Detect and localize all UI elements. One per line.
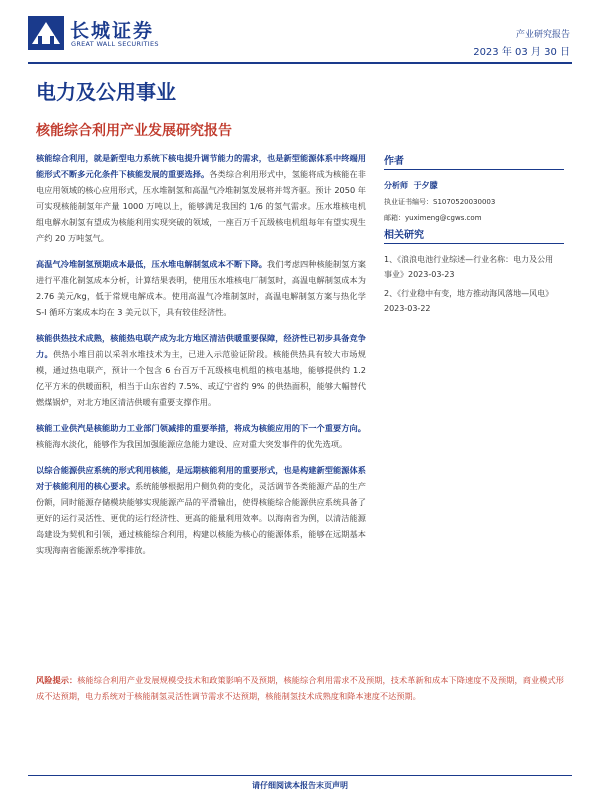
cert-label: 执业证书编号： [384,198,433,206]
paragraph-lead: 核能工业供汽是核能助力工业部门领减排的重要举措，将成为核能应用的下一个重要方向。 [36,423,366,433]
paragraph-lead: 高温气冷堆制氢预期成本最低，压水堆电解制氢成本不断下降。 [36,259,268,269]
footer-divider [28,775,572,776]
author-section [384,152,564,223]
author-section-title: 作者 [384,152,564,170]
paragraph [36,256,366,320]
company-name-en: GREAT WALL SECURITIES [71,40,159,48]
paragraph-lead: 核能供热技术成熟，核能热电联产成为北方地区清洁供暖重要保障，经济性已初步具备竞争力。 [36,333,366,359]
report-type: 产业研究报告 [515,30,570,40]
related-section-title: 相关研究 [384,226,564,244]
risk-text: 核能综合利用产业发展规模受技术和政策影响不及预期，核能综合利用需求不及预期，技术革新和成本下降速度不及预期，商业模式形成不达预期，电力系统对于核能制氢灵活性调节需求不达预期，核能制氢技术成熟度和降本速度不达预期。 [36,675,564,701]
paragraph-body: 供热小堆目前以采취水堆技术为主，已进入示范验证阶段。核能供热具有较大市场规模，通过热电联产，预计一个包含 6 台百万千瓦级核电机组的核电基地，能够提供约 1.2 亿平方米的供暖面积，相当于山东省约 7.5%、或辽宁省约 9% 的供热面积，能够大幅替代燃煤锅炉，对北方地区清洁供暖有重要支撑作用。 [36,349,366,407]
risk-warning [36,672,564,704]
paragraph-lead: 以综合能源供应系统的形式利用核能，是远期核能利用的重要形式，也是构建新型能源体系对于核能利用的核心要求。 [36,465,366,491]
analyst-name: 于夕朦 [413,181,438,190]
analyst-label: 分析师 [384,181,408,190]
related-item[interactable]: 1、《浪浪电池行业综述—行业名称：电力及公用事业》2023-03-23 [384,255,554,279]
header-divider [28,62,572,64]
risk-label: 风险提示： [36,675,78,685]
paragraph [36,462,366,558]
cert-line [384,197,564,207]
paragraph-lead: 核能综合利用，就是新型电力系统下核电提升调节能力的需求，也是新型能源体系中终端用能形式不断多元化条件下核能发展的重要选择。 [36,153,366,179]
footer-disclaimer: 请仔细阅读本报告末页声明 [252,781,348,790]
paragraph [36,420,366,452]
paragraph-body: 核能海水淡化，能够作为我国加强能源应急能力建设、应对重大突发事件的优先选项。 [36,439,348,449]
paragraph-body: 各类综合利用形式中，氢能将成为核能在非电应用领域的核心应用形式，压水堆制氢和高温气冷堆制氢发展将并驾齐驱。预计 2050 年可实现核能制氢年产量 1000 万吨以上，能够满足我国约 1/6 的氢气需求。压水堆核电机组电解水制氢有望成为核能利用实现突破的领域，一座百万千瓦级核电机组每年有望实现生产约 20 万吨氢气。 [36,169,366,243]
report-title: 核能综合利用产业发展研究报告 [36,123,232,139]
paragraph-body: 我们考虑四种核能制氢方案进行平准化制氢成本分析，计算结果表明，使用压水堆核电厂制氢时，高温电解制氢成本为 2.76 美元/kg，低于常规电解成本。使用高温气冷堆制氢时，高温电解制氢方案与热化学 S-I 循环方案成本均在 3 美元以下，具有较佳经济性。 [36,259,366,317]
paragraph [36,330,366,410]
paragraph [36,150,366,246]
email-label: 邮箱： [384,214,405,222]
email-line [384,213,564,223]
report-date: 2023 年 03 月 30 日 [473,47,570,58]
related-section [384,226,564,316]
related-item[interactable]: 2、《行业稳中有变，地方推动海风落地—风电》2023-03-22 [384,289,554,313]
main-body [36,150,366,568]
cert-number: S1070520030003 [433,198,496,206]
analyst-line [384,180,564,191]
paragraph-body: 系统能够根据用户侧负荷的变化，灵活调节各类能源产品的生产份额，同时能源存储模块能够实现能源产品的平滑输出，使得核能综合能源供应系统具备了更好的运行灵活性、更优的运行经济性、更高的能量利用效率。以海南省为例，以清洁能源岛建设为契机和引领，通过核能综合利用，构建以核能为核心的能源体系，能够在远期基本实现海南省能源系统净零排放。 [36,481,366,555]
company-logo-icon [28,16,64,50]
email-link[interactable]: yuximeng@cgws.com [405,214,482,222]
industry-heading: 电力及公用事业 [36,80,176,104]
company-name-cn: 长城证券 [70,20,155,42]
